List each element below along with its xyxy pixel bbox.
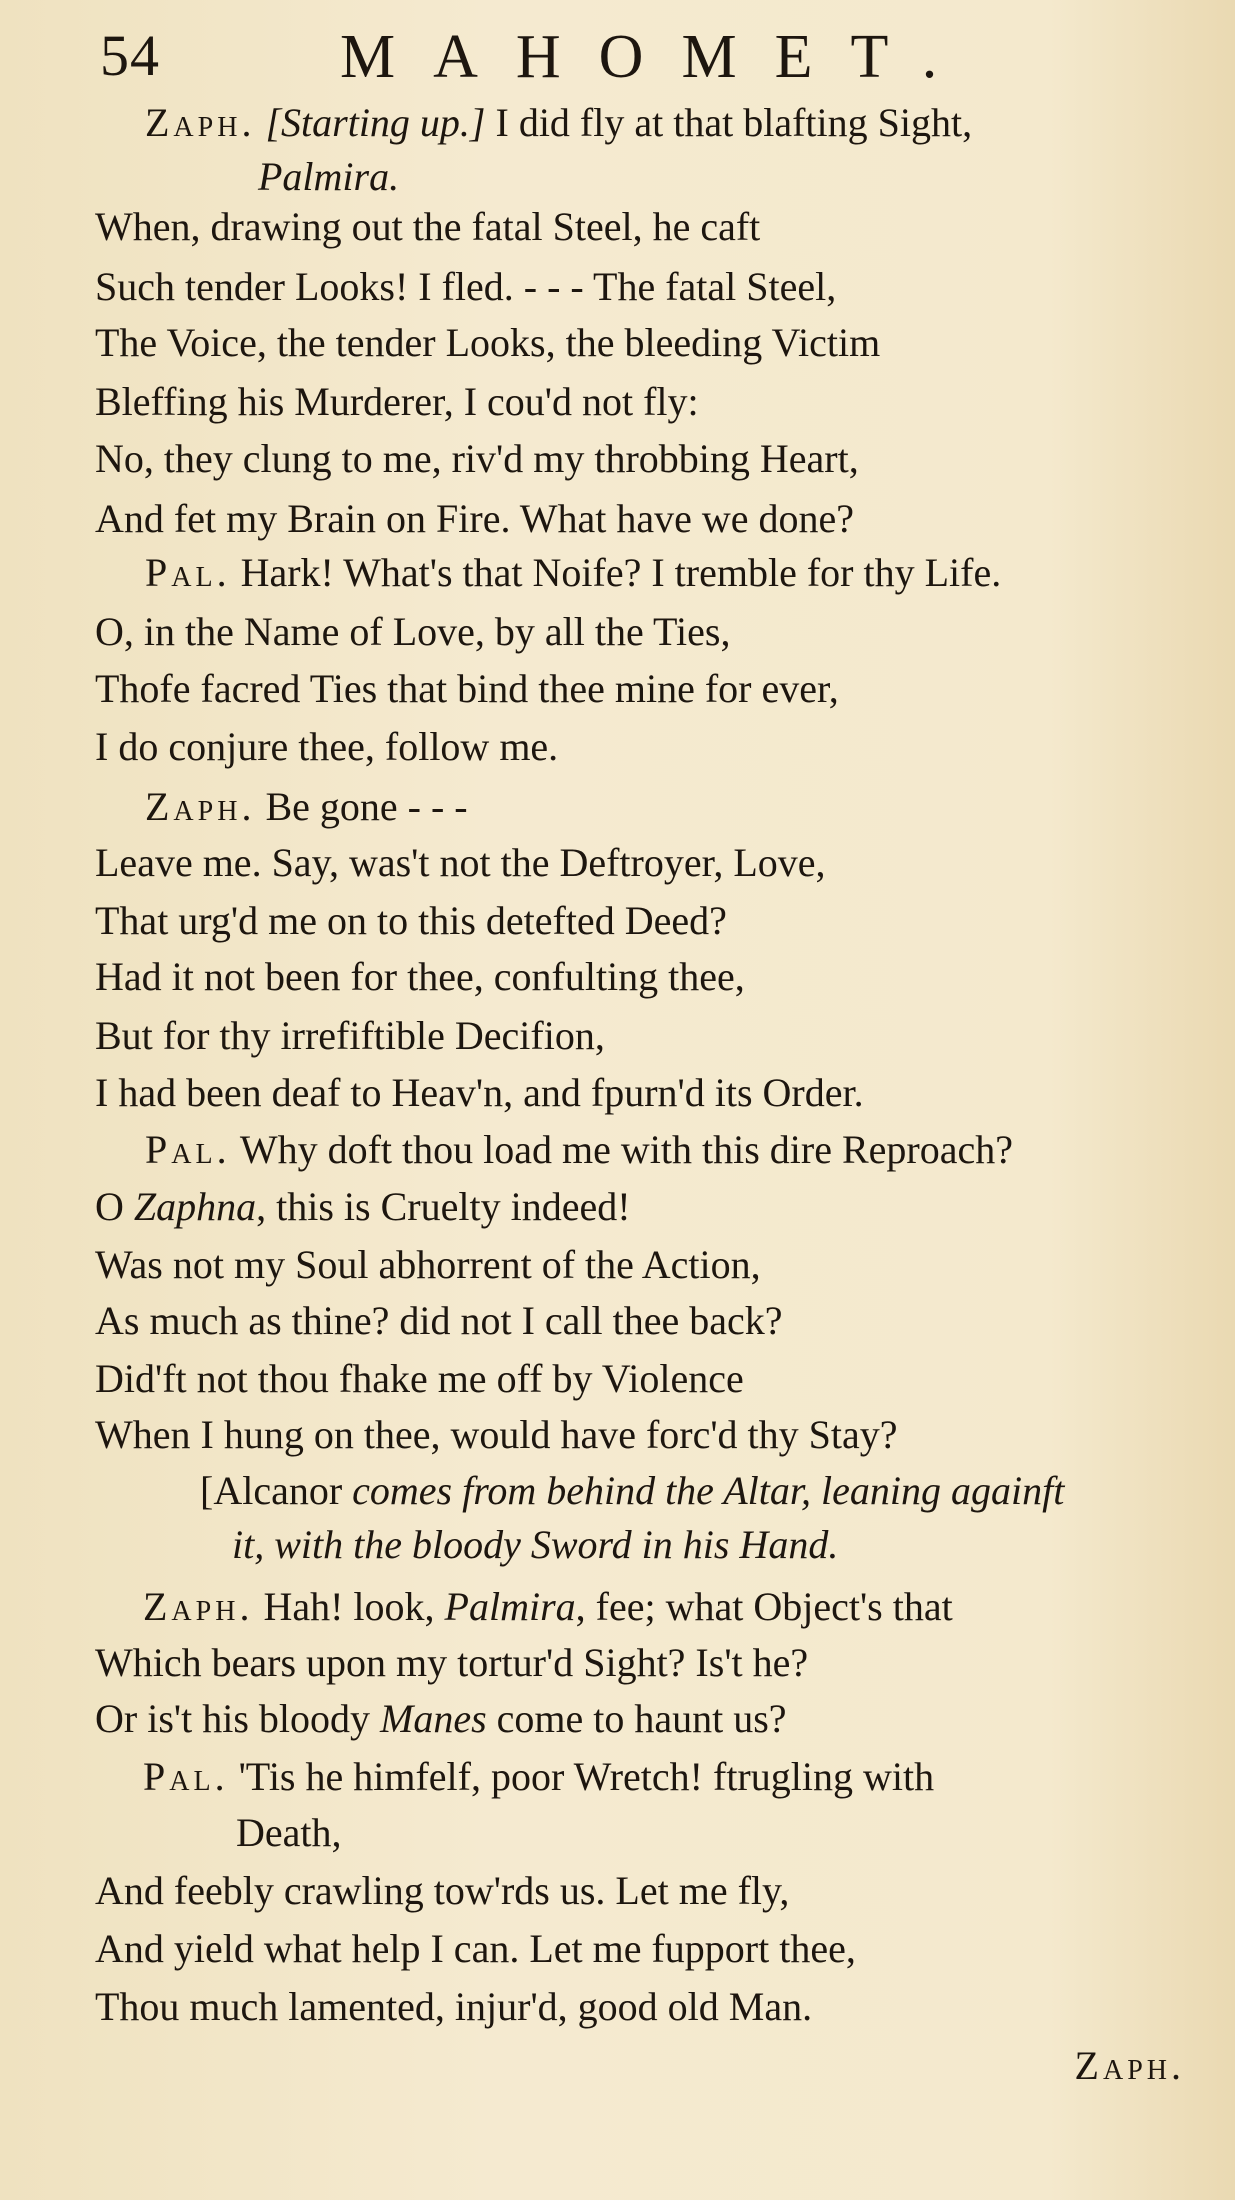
- text-line: [95, 1182, 631, 1232]
- text-line: When, drawing out the fatal Steel, he caft: [95, 204, 761, 249]
- text-line: And feebly crawling tow'rds us. Let me fly,: [95, 1868, 790, 1913]
- stage-direction: it,: [232, 1522, 265, 1567]
- text-line: [143, 1752, 934, 1802]
- text-line: Was not my Soul abhorrent of the Action,: [95, 1242, 761, 1287]
- text-line: Such tender Looks! I fled. - - - The fatal Steel,: [95, 264, 837, 309]
- text-line: [145, 548, 1001, 598]
- catchword: Zaph.: [1074, 2043, 1185, 2088]
- line-text: Be gone - - -: [265, 784, 468, 829]
- text-line: That urg'd me on to this detefted Deed?: [95, 898, 727, 943]
- text-line: [143, 1582, 953, 1632]
- speaker-name: Zaph.: [145, 100, 256, 145]
- speaker-name: Zaph.: [143, 1584, 254, 1629]
- speaker-name: Pal.: [145, 550, 231, 595]
- text-line: Leave me. Say, was't not the Deftroyer, Love,: [95, 840, 826, 885]
- text-line: [95, 1694, 787, 1744]
- text-line: [145, 782, 468, 832]
- speaker-name: Pal.: [143, 1754, 229, 1799]
- page-number: 54: [100, 23, 160, 88]
- text-line: Death,: [236, 1810, 342, 1855]
- text-line: The Voice, the tender Looks, the bleeding Victim: [95, 320, 881, 365]
- text-line: Thou much lamented, injur'd, good old Man.: [95, 1984, 813, 2029]
- line-text: come to haunt us?: [496, 1696, 787, 1741]
- line-text: Or is't his bloody: [95, 1696, 370, 1741]
- line-text: , fee; what Object's that: [575, 1584, 953, 1629]
- line-text: 'Tis he himfelf, poor Wretch! ftrugling with: [238, 1754, 935, 1799]
- text-line: But for thy irrefiftible Decifion,: [95, 1013, 605, 1058]
- line-text: O: [95, 1184, 124, 1229]
- character-name: Alcanor: [213, 1468, 343, 1513]
- italic-name: Zaphna: [133, 1184, 257, 1229]
- text-line: Which bears upon my tortur'd Sight? Is't he?: [95, 1640, 809, 1685]
- italic-name: Palmira: [444, 1584, 576, 1629]
- line-text: I did fly at that blafting Sight,: [495, 100, 973, 145]
- text-line: And yield what help I can. Let me fupport thee,: [95, 1926, 856, 1971]
- stage-direction-line: [232, 1520, 838, 1570]
- stage-direction: [Starting up.]: [265, 100, 486, 145]
- text-line: I do conjure thee, follow me.: [95, 724, 559, 769]
- line-text: Why doft thou load me with this dire Reproach?: [239, 1127, 1014, 1172]
- line-text: Hark! What's that Noife? I tremble for thy Life.: [240, 550, 1002, 595]
- text-line: [145, 98, 972, 148]
- text-line: Thofe facred Ties that bind thee mine for ever,: [95, 666, 839, 711]
- italic-name: Manes: [380, 1696, 487, 1741]
- line-text: , this is Cruelty indeed!: [256, 1184, 631, 1229]
- stage-direction: comes from behind the Altar, leaning againft: [352, 1468, 1065, 1513]
- text-line: As much as thine? did not I call thee back?: [95, 1298, 783, 1343]
- text-line: Did'ft not thou fhake me off by Violence: [95, 1356, 744, 1401]
- text-line: Had it not been for thee, confulting thee,: [95, 954, 745, 999]
- text-line: [145, 1125, 1013, 1175]
- text-line: Bleffing his Murderer, I cou'd not fly:: [95, 379, 699, 424]
- text-line: Palmira.: [258, 154, 400, 199]
- text-line: I had been deaf to Heav'n, and fpurn'd its Order.: [95, 1070, 864, 1115]
- bracket: [: [200, 1468, 214, 1513]
- running-title: MAHOMET.: [340, 23, 976, 91]
- text-line: And fet my Brain on Fire. What have we done?: [95, 496, 855, 541]
- stage-direction: with the bloody Sword in his Hand.: [274, 1522, 839, 1567]
- stage-direction-line: [200, 1466, 1064, 1516]
- text-line: When I hung on thee, would have forc'd thy Stay?: [95, 1412, 898, 1457]
- line-text: Hah! look,: [263, 1584, 435, 1629]
- speaker-name: Pal.: [145, 1127, 231, 1172]
- text-line: No, they clung to me, riv'd my throbbing Heart,: [95, 436, 859, 481]
- text-line: O, in the Name of Love, by all the Ties,: [95, 609, 731, 654]
- speaker-name: Zaph.: [145, 784, 256, 829]
